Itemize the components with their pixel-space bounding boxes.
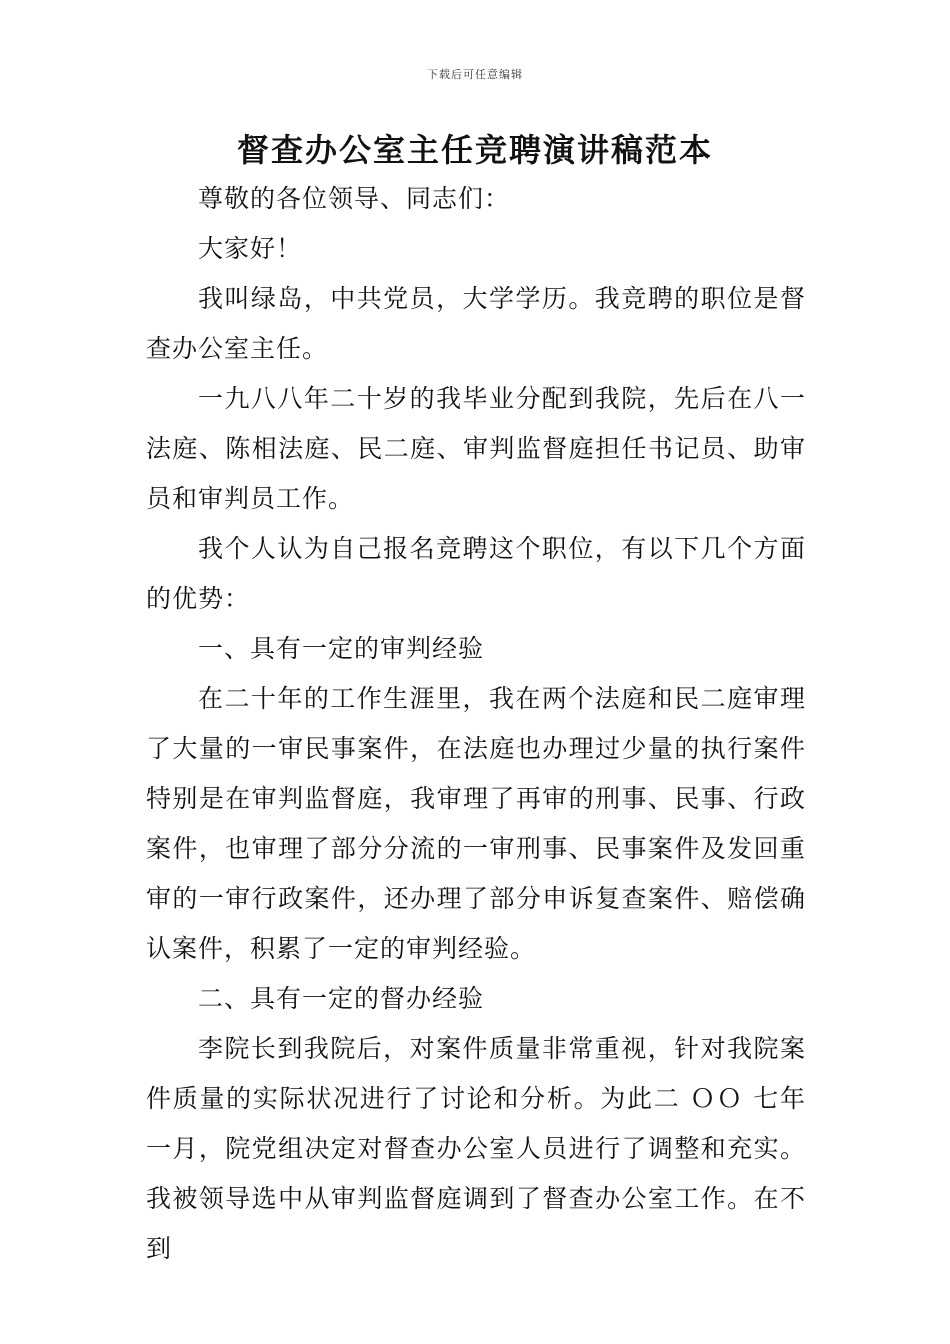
paragraph-work-history: 一九八八年二十岁的我毕业分配到我院，先后在八一法庭、陈相法庭、民二庭、审判监督庭担任书记员、助审员和审判员工作。 xyxy=(146,384,806,513)
section-heading-1: 一、具有一定的审判经验 xyxy=(198,634,485,663)
salutation: 尊敬的各位领导、同志们： xyxy=(198,184,511,213)
paragraph-advantages-intro: 我个人认为自己报名竞聘这个职位，有以下几个方面的优势： xyxy=(146,534,806,613)
header-note: 下载后可任意编辑 xyxy=(427,68,523,81)
document-title: 督查办公室主任竞聘演讲稿范本 xyxy=(236,131,713,169)
paragraph-trial-experience: 在二十年的工作生涯里，我在两个法庭和民二庭审理了大量的一审民事案件，在法庭也办理过少量的执行案件特别是在审判监督庭，我审理了再审的刑事、民事、行政案件，也审理了部分分流的一审刑事、民事案件及发回重审的一审行政案件，还办理了部分申诉复查案件、赔偿确认案件，积累了一定的审判经验。 xyxy=(146,684,806,963)
greeting: 大家好！ xyxy=(198,234,303,263)
section-heading-2: 二、具有一定的督办经验 xyxy=(198,984,485,1013)
paragraph-supervision-experience: 李院长到我院后，对案件质量非常重视，针对我院案件质量的实际状况进行了讨论和分析。为此二 ＯＯ 七年一月，院党组决定对督查办公室人员进行了调整和充实。我被领导选中从审判监督庭调到了督查办公室工作。在不到 xyxy=(146,1034,806,1263)
document-body xyxy=(146,174,806,1274)
paragraph-introduction: 我叫绿岛，中共党员，大学学历。我竞聘的职位是督查办公室主任。 xyxy=(146,284,806,363)
